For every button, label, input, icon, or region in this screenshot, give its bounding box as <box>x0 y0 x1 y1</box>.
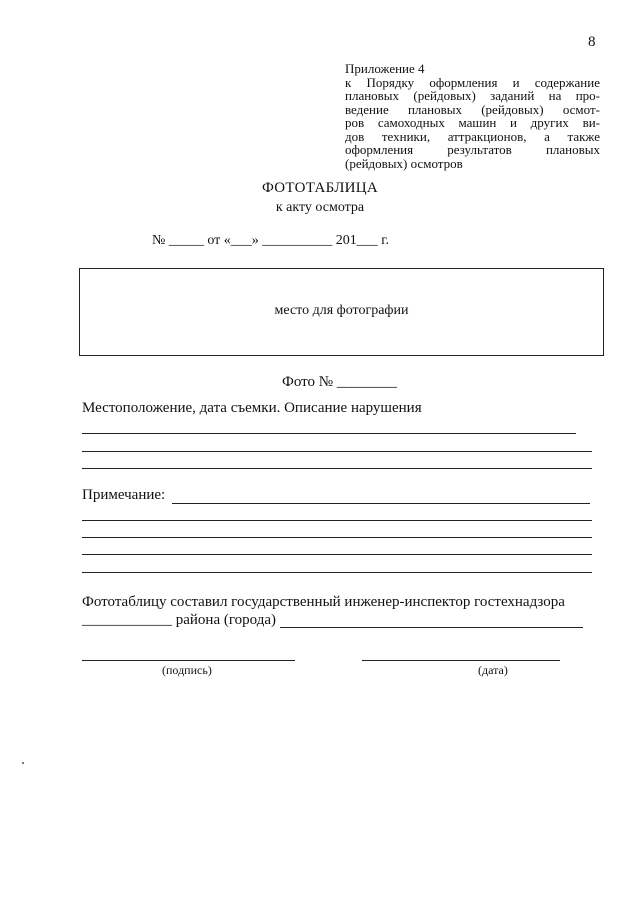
note-line <box>82 572 592 573</box>
composer-text: Фототаблицу составил государственный инженер-инспектор гостехнадзора <box>82 594 565 610</box>
location-label: Местоположение, дата съемки. Описание нарушения <box>82 400 422 416</box>
page-number: 8 <box>588 34 596 50</box>
appendix-line: дов техники, аттракционов, а также <box>345 128 600 144</box>
appendix-line: к Порядку оформления и содержание <box>345 74 600 90</box>
act-number-line: № _____ от «___» __________ 201___ г. <box>152 233 389 248</box>
appendix-header <box>345 62 600 170</box>
appendix-line: ведение плановых (рейдовых) осмот- <box>345 101 600 117</box>
note-line <box>172 503 590 504</box>
appendix-line: Приложение 4 <box>345 61 425 76</box>
location-line <box>82 451 592 452</box>
appendix-line: ров самоходных машин и других ви- <box>345 115 600 130</box>
date-label: (дата) <box>478 663 508 677</box>
district-line: ____________ района (города) <box>82 612 276 628</box>
scan-speck <box>22 762 24 764</box>
signature-label: (подпись) <box>162 663 212 677</box>
district-fill-line <box>280 627 583 628</box>
location-line <box>82 468 592 469</box>
note-label: Примечание: <box>82 487 166 503</box>
document-title: ФОТОТАБЛИЦА <box>261 180 379 196</box>
appendix-line: оформления результатов плановых <box>345 142 600 157</box>
document-subtitle: к акту осмотра <box>275 200 365 215</box>
signature-line <box>82 660 295 661</box>
location-line <box>82 433 576 434</box>
appendix-line: плановых (рейдовых) заданий на про- <box>345 88 600 103</box>
photo-placeholder-text: место для фотографии <box>274 303 409 318</box>
photo-number: Фото № ________ <box>282 374 397 390</box>
appendix-line: (рейдовых) осмотров <box>345 155 463 171</box>
photo-placeholder-box <box>79 268 604 356</box>
note-line <box>82 554 592 555</box>
date-line <box>362 660 560 661</box>
note-line <box>82 520 592 521</box>
note-line <box>82 537 592 538</box>
